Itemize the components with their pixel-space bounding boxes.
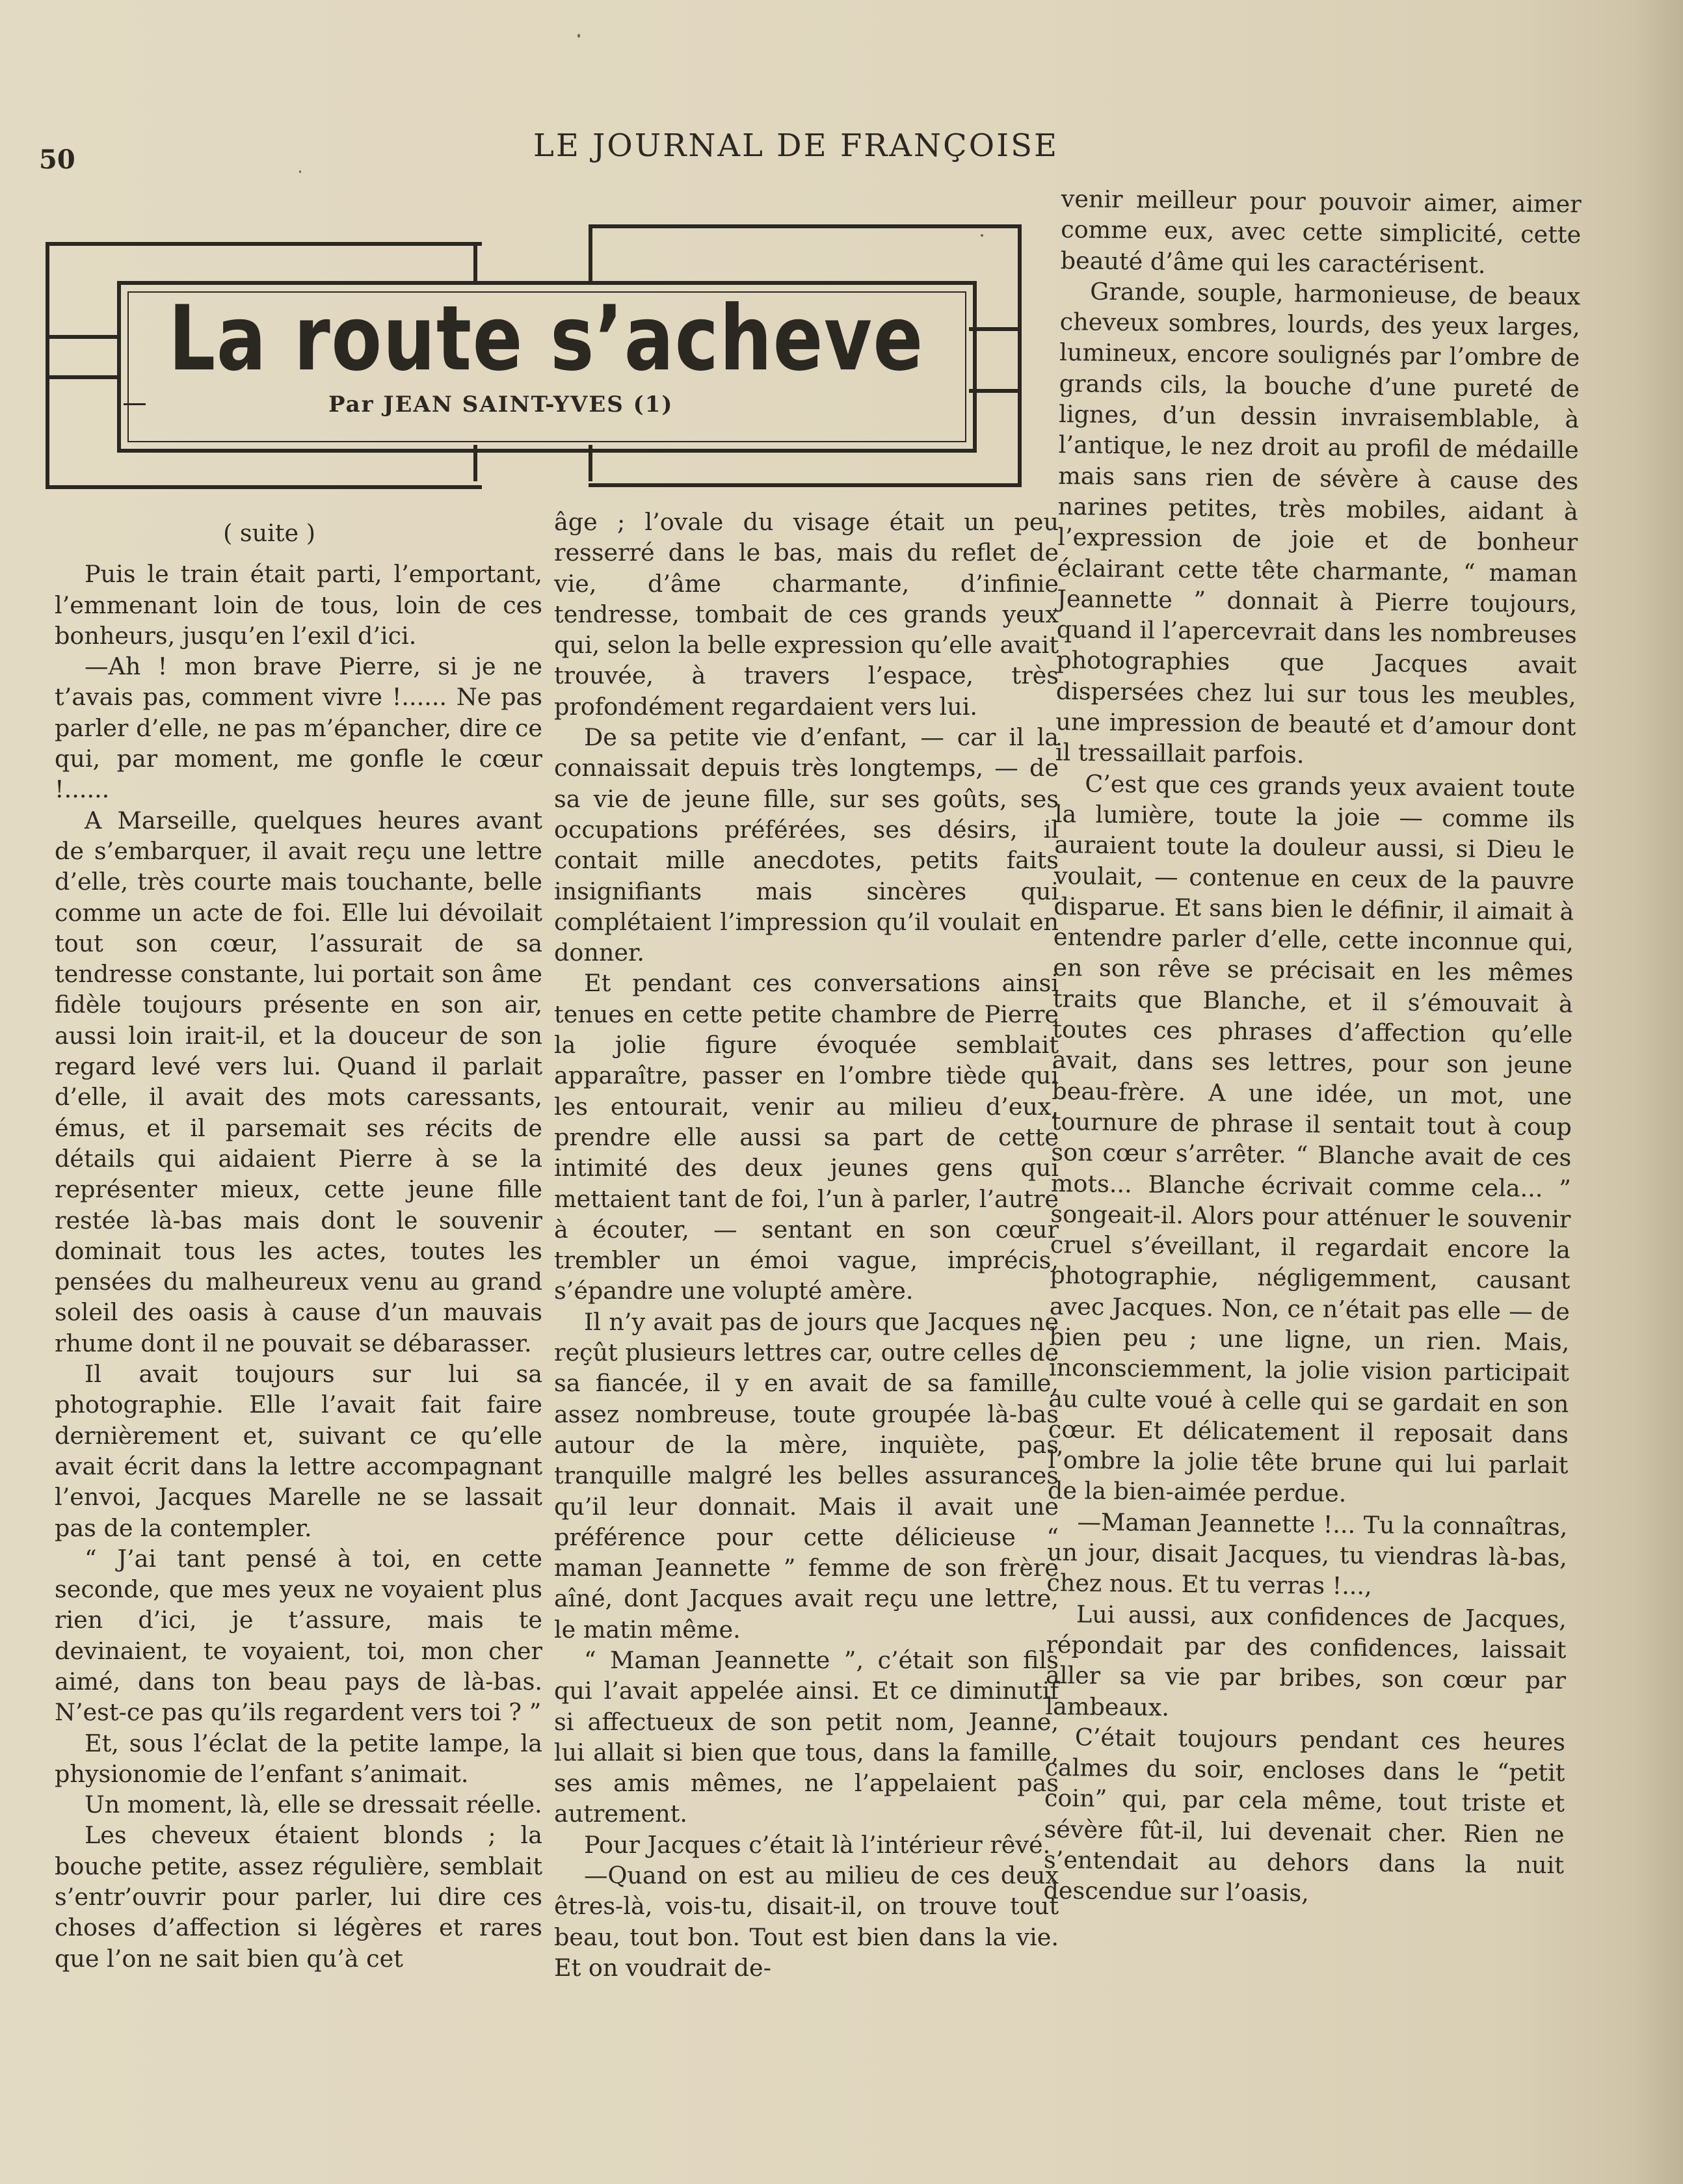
- paragraph: A Marseille, quelques heures avant de s’embarquer, il avait reçu une lettre d’elle, très courte mais touchante, belle comme un acte de foi. Elle lui dévoilait tout son cœur, l’assurait de sa tendresse constante, lui portait son âme fidèle toujours présente en son air, aussi loin irait-il, et la douceur de son regard levé vers lui. Quand il parlait d’elle, il avait des mots caressants, émus, et il parsemait ses récits de détails qui aidaient Pierre à se la représenter mieux, cette jeune fille restée là-bas mais dont le souvenir dominait tous les actes, toutes les pensées du malheureux venu au grand soleil des oasis à cause d’un mauvais rhume dont il ne pouvait se débarasser.: [55, 806, 542, 1357]
- paragraph: Pour Jacques c’était là l’intérieur rêvé.: [584, 1830, 1051, 1859]
- paragraph: Et pendant ces conversations ainsi tenues en cette petite chambre de Pierre la jolie figure évoquée semblait apparaître, passer en l’ombre tiède qui les entourait, venir au milieu d’eux, prendre elle aussi sa part de cette intimité des deux jeunes gens qui mettaient tant de foi, l’un à parler, l’autre à écouter, — sentant en son cœur trembler un émoi vague, imprécis, s’épandre une volupté amère.: [554, 969, 1059, 1305]
- article-title: La route s’acheve: [168, 286, 924, 391]
- frame-tick: [589, 224, 592, 282]
- paragraph: “ J’ai tant pensé à toi, en cette seconde, que mes yeux ne voyaient plus rien d’ici, je t’assure, mais te devinaient, te voyaient, toi, mon cher aimé, dans ton beau pays de là-bas. N’est-ce pas qu’ils regardent vers toi ? ”: [55, 1544, 542, 1727]
- paragraph: Il avait toujours sur lui sa photographie. Elle l’avait fait faire dernièrement et, suivant ce qu’elle avait écrit dans la lettre accompagnant l’envoi, Jacques Marelle ne se lassait pas de la contempler.: [55, 1360, 542, 1542]
- paragraph: âge ; l’ovale du visage était un peu resserré dans le bas, mais du reflet de vie, d’âme charmante, d’infinie tendresse, tombait de ces grands yeux qui, selon la belle expression qu’elle avait trouvée, à travers l’espace, très profondément regardaient vers lui.: [554, 508, 1059, 721]
- section-label: ( suite ): [223, 519, 315, 547]
- paragraph: Et, sous l’éclat de la petite lampe, la physionomie de l’enfant s’animait.: [55, 1729, 542, 1788]
- paragraph: “ Maman Jeannette ”, c’était son fils qui l’avait appelée ainsi. Et ce diminutif si affectueux de son petit nom, Jeanne, lui allait si bien que tous, dans la famille, ses amis mêmes, ne l’appelaient pas autrement.: [554, 1645, 1059, 1828]
- running-head: LE JOURNAL DE FRANÇOISE: [533, 127, 1059, 164]
- paragraph: —Ah ! mon brave Pierre, si je ne t’avais pas, comment vivre !...... Ne pas parler d’elle, ne pas m’épancher, dire ce qui, par moment, me gonfle le cœur !......: [55, 652, 542, 804]
- paragraph: Les cheveux étaient blonds ; la bouche petite, assez régulière, semblait s’entr’ouvrir pour parler, lui dire ces choses d’affection si légères et rares que l’on ne sait bien qu’à cet: [55, 1821, 542, 1973]
- print-speck: [299, 170, 301, 173]
- paragraph: Il n’y avait pas de jours que Jacques ne reçût plusieurs lettres car, outre celles de sa fiancée, il y en avait de sa famille, assez nombreuse, toute groupée là-bas autour de la mère, inquiète, pas tranquille malgré les belles assurances qu’il leur donnait. Mais il avait une préférence pour cette délicieuse “ maman Jeannette ” femme de son frère aîné, dont Jacques avait reçu une lettre, le matin même.: [554, 1307, 1059, 1644]
- text-column-3: [1043, 183, 1582, 1911]
- print-speck: [577, 34, 580, 38]
- article-byline: Par JEAN SAINT-YVES (1): [328, 392, 674, 418]
- page-number: 50: [39, 144, 75, 175]
- paragraph: Un moment, là, elle se dressait réelle.: [85, 1791, 542, 1819]
- paragraph: —Quand on est au milieu de ces deux êtres-là, vois-tu, disait-il, on trouve tout beau, tout bon. Tout est bien dans la vie. Et on voudrait de-: [554, 1861, 1059, 1982]
- paragraph: —Maman Jeannette !... Tu la connaîtras, un jour, disait Jacques, tu viendras là-bas, chez nous. Et tu verras !...,: [1046, 1508, 1568, 1601]
- paragraph: Lui aussi, aux confidences de Jacques, répondait par des confidences, laissait aller sa vie par bribes, son cœur par lambeaux.: [1045, 1600, 1567, 1722]
- paragraph: Grande, souple, harmonieuse, de beaux cheveux sombres, lourds, des yeux larges, lumineux, encore soulignés par l’ombre de grands cils, la bouche d’une pureté de lignes, d’un dessin invraisemblable, à l’antique, le nez droit au profil de médaille mais sans rien de sévère à cause des narines petites, très mobiles, aidant à l’expression de joie et de bonheur éclairant cette tête charmante, “ maman Jeannette ” donnait à Pierre toujours, quand il l’apercevrait dans les nombreuses photographies que Jacques avait dispersées chez lui sur tous les meubles, une impression de beauté et d’amour dont il tressaillait parfois.: [1055, 277, 1581, 769]
- text-column-1: [55, 518, 542, 1974]
- paragraph: C’était toujours pendant ces heures calmes du soir, encloses dans le “petit coin” qui, par cela même, tout triste et sévère fût-il, lui devenait cher. Rien ne s’entendait au dehors dans la nuit descendue sur l’oasis,: [1043, 1723, 1566, 1908]
- paragraph: C’est que ces grands yeux avaient toute la lumière, toute la joie — comme ils auraient toute la douleur aussi, si Dieu le voulait, — contenue en ceux de la pauvre disparue. Et sans bien le définir, il aimait à entendre parler d’elle, cette inconnue qui, en son rêve se précisait en les mêmes traits que Blanche, et il s’émouvait à toutes ces phrases d’affection qu’elle avait, dans ses lettres, pour son jeune beau-frère. A une idée, un mot, une tournure de phrase il sentait tout à coup son cœur s’arrêter. “ Blanche avait de ces mots... Blanche écrivait comme cela... ” songeait-il. Alors pour atténuer le souvenir cruel s’éveillant, il regardait encore la photographie, négligemment, causant avec Jacques. Non, ce n’était pas elle — de bien peu ; une ligne, un rien. Mais, inconsciemment, la jolie vision participait au culte voué à celle qui se gardait en son cœur. Et délicatement il reposait dans l’ombre la jolie tête brune qui lui parlait de la bien-aimée perdue.: [1047, 769, 1576, 1508]
- print-speck: [981, 234, 983, 237]
- paragraph: Puis le train était parti, l’emportant, l’emmenant loin de tous, loin de ces bonheurs, jusqu’en l’exil d’ici.: [55, 560, 542, 650]
- frame-tick: [473, 242, 477, 282]
- paragraph: venir meilleur pour pouvoir aimer, aimer comme eux, avec cette simplicité, cette beauté d’âme qui les caractérisent.: [1060, 184, 1582, 279]
- text-column-2: [554, 507, 1059, 1983]
- paragraph: De sa petite vie d’enfant, — car il la connaissait depuis très longtemps, — de sa vie de jeune fille, sur ses goûts, ses occupations préférées, ses désirs, il contait mille anecdotes, petits faits insignifiants mais sincères qui complétaient l’impression qu’il voulait en donner.: [554, 723, 1059, 967]
